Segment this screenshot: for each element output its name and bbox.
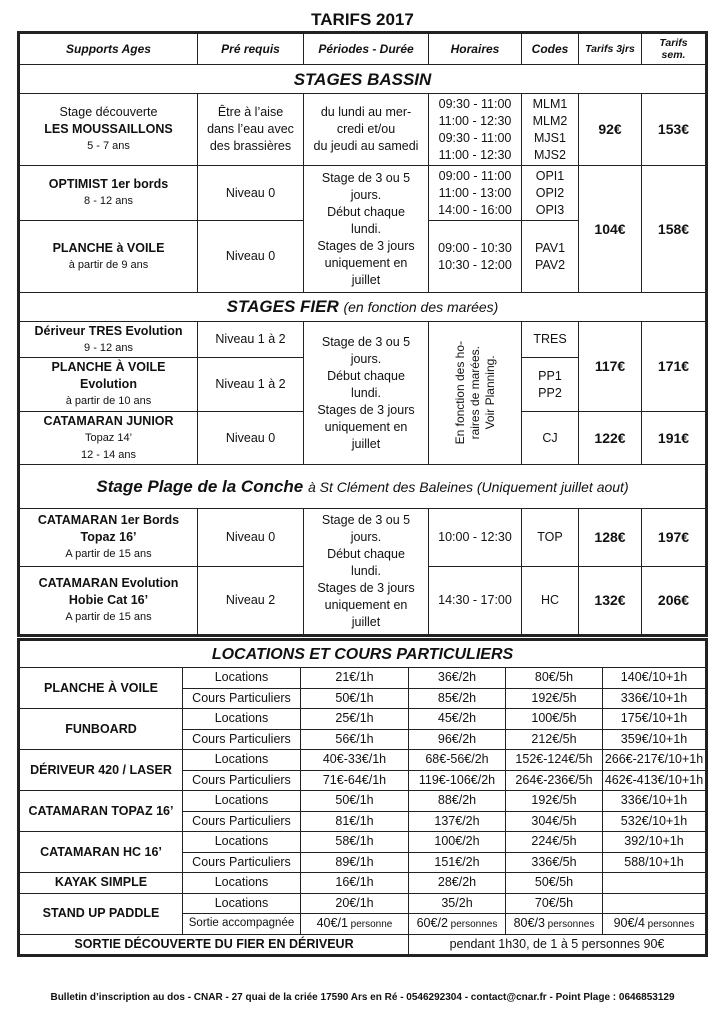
hours-cell: 09:00 - 10:30 10:30 - 12:00	[429, 221, 522, 293]
prereq-cell: Niveau 0	[198, 412, 304, 465]
price-cell: 68€-56€/2h	[409, 750, 506, 771]
price-cell: 21€/1h	[301, 668, 409, 689]
prereq-cell: Niveau 1 à 2	[198, 322, 304, 358]
support-cell	[20, 567, 198, 635]
support-name: DÉRIVEUR 420 / LASER	[20, 750, 183, 791]
support-age: à partir de 10 ans	[65, 395, 152, 407]
price-cell: 224€/5h	[506, 832, 603, 853]
price-main: 80€/3	[513, 915, 545, 930]
price-cell: 175€/10+1h	[603, 709, 706, 730]
stages-table	[19, 33, 706, 635]
price-3days: 117€	[579, 322, 642, 412]
price-cell: 140€/10+1h	[603, 668, 706, 689]
price-main: 40€/1	[316, 915, 348, 930]
support-cell	[20, 94, 198, 166]
codes-cell: MLM1 MLM2 MJS1 MJS2	[522, 94, 579, 166]
support-cell	[20, 166, 198, 221]
support-name: LES MOUSSAILLONS	[44, 122, 173, 136]
section-title-plage	[20, 465, 706, 509]
type-cell: Cours Particuliers	[183, 729, 301, 750]
period-cell: Stage de 3 ou 5 jours. Début chaque lundi. Stages de 3 jours uniquement en juillet	[304, 509, 429, 635]
location-row	[20, 791, 706, 812]
price-cell: 336€/5h	[506, 852, 603, 873]
price-cell: 212€/5h	[506, 729, 603, 750]
price-cell: 58€/1h	[301, 832, 409, 853]
type-cell: Cours Particuliers	[183, 688, 301, 709]
hours-cell: 09:30 - 11:00 11:00 - 12:30 09:30 - 11:00 11:00 - 12:30	[429, 94, 522, 166]
price-cell: 392/10+1h	[603, 832, 706, 853]
price-cell: 20€/1h	[301, 893, 409, 914]
codes-cell: OPI1 OPI2 OPI3	[522, 166, 579, 221]
price-cell: 532€/10+1h	[603, 811, 706, 832]
support-cell	[20, 509, 198, 567]
price-cell	[506, 914, 603, 935]
tide-hours-note: En fonction des ho- raires de marées. Voir Planning.	[452, 341, 497, 445]
prereq-cell: Niveau 0	[198, 221, 304, 293]
price-main: 60€/2	[416, 915, 448, 930]
col-header-prerequis: Pré requis	[198, 34, 304, 65]
support-name: STAND UP PADDLE	[20, 893, 183, 934]
section-title-bassin: STAGES BASSIN	[20, 65, 706, 94]
row-fier-outing	[20, 934, 706, 955]
section-title-fier	[20, 293, 706, 322]
prereq-cell: Niveau 1 à 2	[198, 358, 304, 412]
hours-cell	[429, 322, 522, 465]
fier-outing-value: pendant 1h30, de 1 à 5 personnes 90€	[409, 934, 706, 955]
section-title-plage-note: à St Clément des Baleines (Uniquement juillet aout)	[308, 478, 629, 495]
row-moussaillons	[20, 94, 706, 166]
price-cell: 70€/5h	[506, 893, 603, 914]
col-header-tarifs-3jrs: Tarifs 3jrs	[579, 34, 642, 65]
row-catamaran-top	[20, 509, 706, 567]
price-cell: 36€/2h	[409, 668, 506, 689]
price-cell: 264€-236€/5h	[506, 770, 603, 791]
price-cell: 50€/5h	[506, 873, 603, 894]
support-model: Topaz 14’	[84, 431, 133, 444]
price-cell: 137€/2h	[409, 811, 506, 832]
price-cell: 50€/1h	[301, 688, 409, 709]
prereq-cell: Niveau 2	[198, 567, 304, 635]
support-model: Topaz 16’	[80, 530, 137, 544]
price-cell	[603, 914, 706, 935]
support-name: CATAMARAN JUNIOR	[43, 413, 174, 428]
location-row	[20, 709, 706, 730]
price-cell: 45€/2h	[409, 709, 506, 730]
row-kayak	[20, 873, 706, 894]
support-cell	[20, 358, 198, 412]
col-header-tarifs-sem: Tarifs sem.	[642, 34, 706, 65]
type-cell: Locations	[183, 873, 301, 894]
price-3days: 132€	[579, 567, 642, 635]
type-cell: Locations	[183, 832, 301, 853]
price-unit: personnes	[447, 918, 498, 930]
support-name: CATAMARAN HC 16’	[20, 832, 183, 873]
type-cell: Sortie accompagnée	[183, 914, 301, 935]
section-title-plage-main: Stage Plage de la Conche	[96, 476, 304, 496]
support-cell	[20, 412, 198, 465]
type-cell: Locations	[183, 750, 301, 771]
price-cell: 588/10+1h	[603, 852, 706, 873]
support-age: à partir de 9 ans	[68, 258, 149, 271]
price-3days: 128€	[579, 509, 642, 567]
hours-cell: 14:30 - 17:00	[429, 567, 522, 635]
col-header-supports: Supports Ages	[20, 34, 198, 65]
price-cell: 89€/1h	[301, 852, 409, 873]
type-cell: Cours Particuliers	[183, 852, 301, 873]
row-optimist	[20, 166, 706, 221]
locations-table	[19, 640, 706, 955]
support-name: Dériveur TRES Evolution	[34, 323, 183, 338]
support-age: A partir de 15 ans	[65, 611, 152, 623]
period-cell: du lundi au mer- credi et/ou du jeudi au samedi	[304, 94, 429, 166]
support-age: 9 - 12 ans	[84, 341, 133, 354]
support-age: 12 - 14 ans	[80, 448, 137, 461]
type-cell: Locations	[183, 668, 301, 689]
codes-cell: TOP	[522, 509, 579, 567]
price-cell: 50€/1h	[301, 791, 409, 812]
codes-cell: PP1 PP2	[522, 358, 579, 412]
col-header-codes: Codes	[522, 34, 579, 65]
price-cell: 192€/5h	[506, 688, 603, 709]
row-tres	[20, 322, 706, 358]
price-cell: 266€-217€/10+1h	[603, 750, 706, 771]
support-name: FUNBOARD	[20, 709, 183, 750]
price-week: 206€	[642, 567, 706, 635]
type-cell: Cours Particuliers	[183, 770, 301, 791]
support-age: 8 - 12 ans	[84, 195, 133, 207]
support-name: PLANCHE À VOILE Evolution	[51, 360, 166, 391]
support-name: CATAMARAN 1er Bords	[37, 513, 180, 527]
period-cell: Stage de 3 ou 5 jours. Début chaque lundi. Stages de 3 jours uniquement en juillet	[304, 322, 429, 465]
support-name: CATAMARAN TOPAZ 16’	[20, 791, 183, 832]
price-week: 191€	[642, 412, 706, 465]
price-unit: personne	[347, 918, 393, 930]
price-cell: 359€/10+1h	[603, 729, 706, 750]
page-title: TARIFS 2017	[311, 10, 414, 29]
price-cell	[301, 914, 409, 935]
section-title-fier-note: (en fonction des marées)	[343, 299, 499, 315]
price-unit: personnes	[544, 918, 595, 930]
price-week: 158€	[642, 166, 706, 293]
col-header-horaires: Horaires	[429, 34, 522, 65]
codes-cell: CJ	[522, 412, 579, 465]
price-cell: 85€/2h	[409, 688, 506, 709]
price-main: 90€/4	[613, 915, 645, 930]
price-cell	[603, 873, 706, 894]
price-3days: 122€	[579, 412, 642, 465]
location-row	[20, 832, 706, 853]
codes-cell: PAV1 PAV2	[522, 221, 579, 293]
price-cell: 192€/5h	[506, 791, 603, 812]
price-week: 153€	[642, 94, 706, 166]
price-cell: 100€/5h	[506, 709, 603, 730]
support-name: OPTIMIST 1er bords	[48, 177, 169, 191]
support-model: Hobie Cat 16’	[68, 593, 149, 607]
support-name: KAYAK SIMPLE	[20, 873, 183, 894]
prereq-cell: Être à l’aise dans l’eau avec des brassières	[198, 94, 304, 166]
price-cell	[603, 893, 706, 914]
footer-contact: Bulletin d’inscription au dos - CNAR - 27 quai de la criée 17590 Ars en Ré - 0546292304 - contact@cnar.fr - Point Plage : 0646853129	[50, 992, 675, 1003]
prereq-cell: Niveau 0	[198, 509, 304, 567]
type-cell: Locations	[183, 709, 301, 730]
support-cell	[20, 221, 198, 293]
fier-outing-label: SORTIE DÉCOUVERTE DU FIER EN DÉRIVEUR	[20, 934, 409, 955]
location-row	[20, 750, 706, 771]
type-cell: Locations	[183, 893, 301, 914]
price-cell: 35/2h	[409, 893, 506, 914]
codes-cell: HC	[522, 567, 579, 635]
price-cell: 100€/2h	[409, 832, 506, 853]
price-unit: personnes	[644, 918, 695, 930]
price-cell: 304€/5h	[506, 811, 603, 832]
price-cell: 336€/10+1h	[603, 688, 706, 709]
price-cell: 96€/2h	[409, 729, 506, 750]
price-cell: 40€-33€/1h	[301, 750, 409, 771]
price-cell: 28€/2h	[409, 873, 506, 894]
price-cell: 81€/1h	[301, 811, 409, 832]
support-age: 5 - 7 ans	[87, 140, 130, 152]
price-week: 197€	[642, 509, 706, 567]
prereq-cell: Niveau 0	[198, 166, 304, 221]
support-line1: Stage découverte	[59, 105, 158, 119]
support-name: PLANCHE À VOILE	[20, 668, 183, 709]
price-cell: 25€/1h	[301, 709, 409, 730]
type-cell: Cours Particuliers	[183, 811, 301, 832]
price-3days: 92€	[579, 94, 642, 166]
price-cell	[409, 914, 506, 935]
price-cell: 462€-413€/10+1h	[603, 770, 706, 791]
header-row	[20, 34, 706, 65]
hours-cell: 10:00 - 12:30	[429, 509, 522, 567]
price-cell: 336€/10+1h	[603, 791, 706, 812]
price-cell: 119€-106€/2h	[409, 770, 506, 791]
row-sup-locations	[20, 893, 706, 914]
price-cell: 152€-124€/5h	[506, 750, 603, 771]
price-cell: 16€/1h	[301, 873, 409, 894]
support-age: A partir de 15 ans	[65, 548, 152, 560]
support-name: PLANCHE à VOILE	[52, 240, 165, 255]
period-cell: Stage de 3 ou 5 jours. Début chaque lundi. Stages de 3 jours uniquement en juillet	[304, 166, 429, 293]
price-cell: 80€/5h	[506, 668, 603, 689]
price-cell: 88€/2h	[409, 791, 506, 812]
type-cell: Locations	[183, 791, 301, 812]
hours-cell: 09:00 - 11:00 11:00 - 13:00 14:00 - 16:00	[429, 166, 522, 221]
section-title-fier-main: STAGES FIER	[226, 297, 339, 316]
price-cell: 56€/1h	[301, 729, 409, 750]
price-cell: 71€-64€/1h	[301, 770, 409, 791]
support-cell	[20, 322, 198, 358]
codes-cell: TRES	[522, 322, 579, 358]
price-cell: 151€/2h	[409, 852, 506, 873]
price-3days: 104€	[579, 166, 642, 293]
support-name: CATAMARAN Evolution	[38, 576, 179, 590]
location-row	[20, 668, 706, 689]
section-title-locations: LOCATIONS ET COURS PARTICULIERS	[20, 641, 706, 668]
price-week: 171€	[642, 322, 706, 412]
col-header-periodes: Périodes - Durée	[304, 34, 429, 65]
